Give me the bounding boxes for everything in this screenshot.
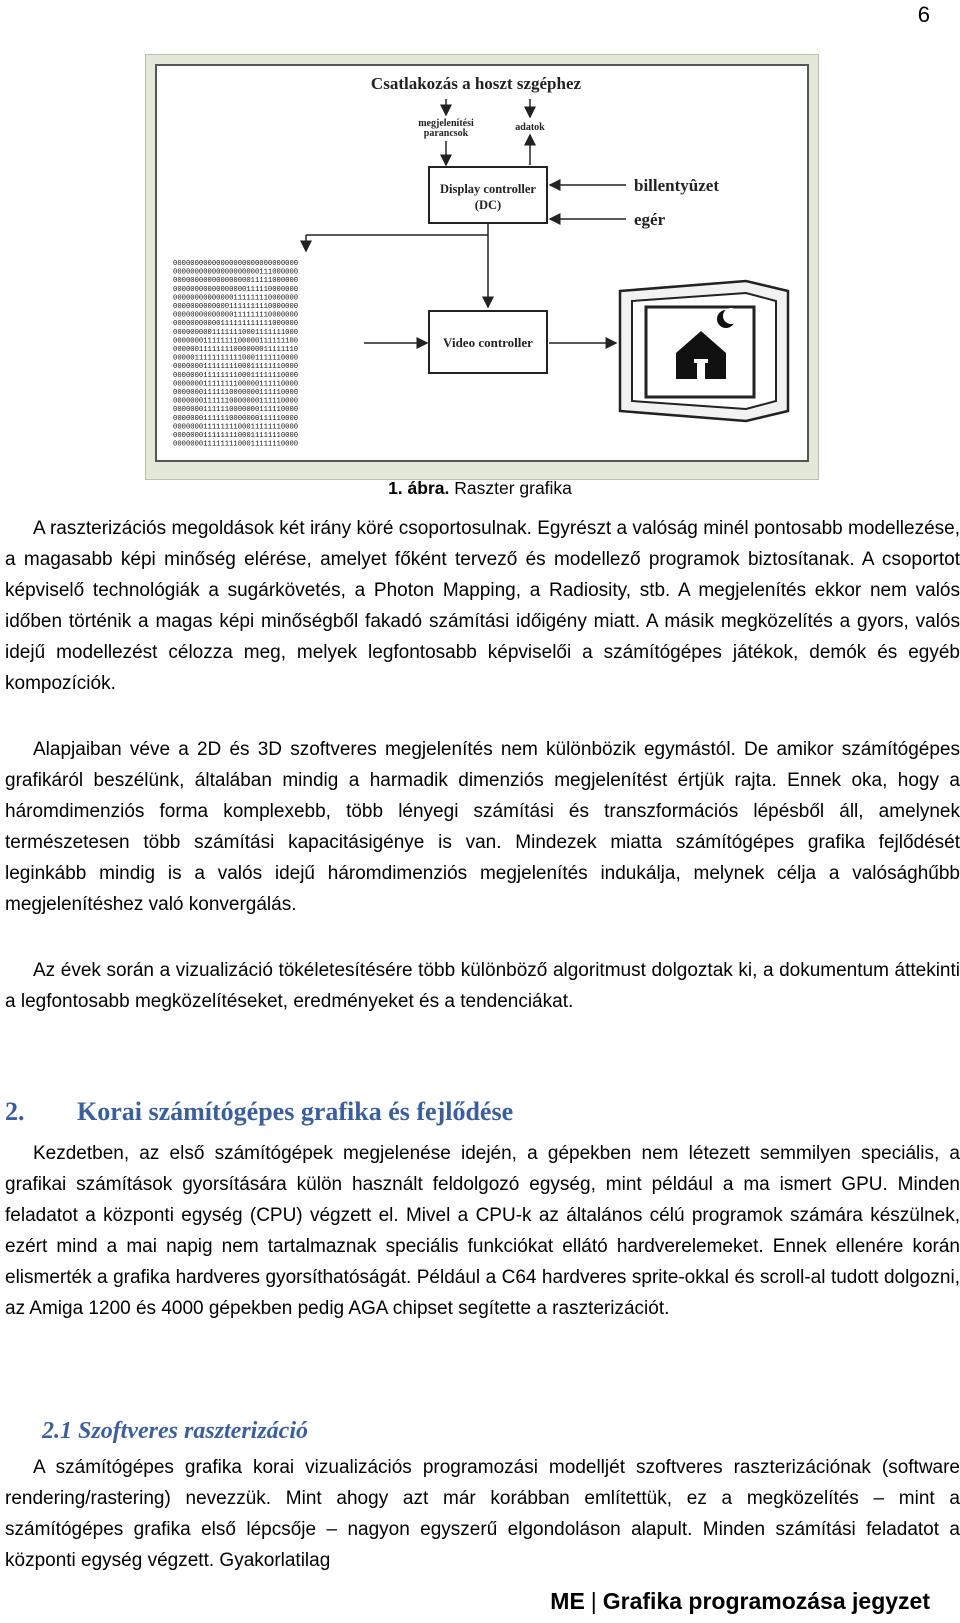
bit-row: 00000001111110000000111110000 — [173, 397, 299, 406]
subsection-heading: 2.1 Szoftveres raszterizáció — [42, 1418, 308, 1444]
caption-text: Raszter grafika — [454, 478, 572, 498]
bit-row: 00000001111111100011111110000 — [173, 363, 299, 372]
bit-row: 00000001111110000000111110000 — [173, 389, 299, 397]
page-number: 6 — [917, 2, 930, 27]
bit-row: 00000111111111110001111110000 — [173, 354, 299, 363]
page-footer — [550, 1588, 930, 1615]
section-number: 2. — [5, 1097, 25, 1126]
bit-row: 00000001111110000000111110000 — [173, 414, 299, 423]
display-commands-label-2: parancsok — [423, 128, 469, 139]
bit-row: 00000000000000000000111000000 — [173, 268, 299, 277]
frame-buffer-bits — [173, 260, 298, 449]
display-controller-sub: (DC) — [474, 198, 502, 212]
section-heading — [5, 1097, 513, 1127]
bit-row: 00000000000000111111110000000 — [173, 294, 299, 303]
bit-row: 00000000000111111111111000000 — [173, 320, 299, 329]
bit-row: 00000001111111100000111111100 — [173, 337, 299, 346]
bit-row: 00000011111111000000011111110 — [173, 346, 299, 354]
bit-row: 00000001111111100011111110000 — [173, 440, 299, 449]
paragraph-1: A raszterizációs megoldások két irány köré csoportosulnak. Egyrészt a valóság minél pontosabb modellezése, a magasabb képi minőség elérése, amelyet főként tervező és modellező programok biztosítanak. A csoportot képviselő technológiák a sugárkövetés, a Photon Mapping, a Radiosity, stb. A megjelenítés ekkor nem valós időben történik a magas képi minőségből fakadó számítási időigény miatt. A másik megközelítés a gyors, valós idejű modellezést célozza meg, melyek legfontosabb képviselői a számítógépes játékok, demók és egyéb kompozíciók. — [5, 518, 960, 694]
footer-brand: ME — [550, 1588, 585, 1614]
bit-row: 00000000000001111111110000000 — [173, 303, 299, 311]
monitor-icon — [620, 281, 788, 421]
section-title: Korai számítógépes grafika és fejlődése — [77, 1097, 514, 1126]
bit-row: 00000001111111100011111110000 — [173, 423, 299, 432]
video-controller-label: Video controller — [443, 335, 533, 350]
host-connection-label: Csatlakozás a hoszt szgéphez — [370, 74, 582, 93]
keyboard-label: billentyûzet — [634, 176, 719, 195]
footer-separator: | — [590, 1588, 597, 1614]
raster-graphics-figure — [145, 54, 819, 480]
bit-row: 00000000000000111111110000000 — [173, 311, 299, 320]
bit-row: 00000000011111110001111111000 — [173, 328, 299, 337]
paragraph-4: Kezdetben, az első számítógépek megjelenése idején, a gépekben nem létezett semmilyen speciális, a grafikai számítások gyorsítására külön használt feldolgozó egység, mint például a ma ismert GPU. Minden feladatot a központi egység (CPU) végzett el. Mivel a CPU-k az általános célú programok számára készülnek, ezért mind a mai napig nem tartalmaznak speciális funkciókat ellátó hardverelemeket. Ennek ellenére korán elismerték a grafika hardveres gyorsíthatóságát. Például a C64 hardveres sprite-okkal és scroll-al tudott dolgozni, az Amiga 1200 és 4000 gépekben pedig AGA chipset segítette a raszterizációt. — [5, 1143, 960, 1319]
bit-row: 00000001111111100011111110000 — [173, 371, 299, 380]
bit-row: 00000000000000000000000000000 — [173, 260, 299, 268]
footer-title: Grafika programozása jegyzet — [602, 1588, 930, 1614]
bit-row: 00000001111111100011111110000 — [173, 432, 299, 440]
bit-row: 00000000000000000111110000000 — [173, 285, 299, 294]
paragraph-5: A számítógépes grafika korai vizualizációs programozási modelljét szoftveres raszterizációnak (software rendering/rastering) nevezzük. Mint ahogy azt már korábban említettük, ez a megközelítés – mint a számítógépes grafika első lépcsője – nagyon egyszerű elgondoláson alapult. Minden számítási feladatot a központi egység végzett. Gyakorlatilag — [5, 1457, 960, 1571]
bit-row: 00000001111111100000111110000 — [173, 380, 299, 389]
display-commands-label-1: megjelenítési — [418, 118, 474, 129]
raster-diagram — [146, 55, 818, 479]
bit-row: 00000000000000000011111000000 — [173, 277, 299, 286]
data-label: adatok — [515, 122, 545, 133]
bit-row: 00000001111110000000111110000 — [173, 406, 299, 415]
paragraph-3: Az évek során a vizualizáció tökéletesítésére több különböző algoritmust dolgoztak ki, a dokumentum áttekinti a legfontosabb megközelítéseket, eredményeket és a tendenciákat. — [5, 960, 960, 1012]
figure-caption — [0, 478, 960, 499]
caption-label: 1. ábra. — [388, 478, 450, 498]
paragraph-2: Alapjaiban véve a 2D és 3D szoftveres megjelenítés nem különbözik egymástól. De amikor számítógépes grafikáról beszélünk, általában mindig a harmadik dimenziós megjelenítést értjük rajta. Ennek oka, hogy a háromdimenziós forma komplexebb, több lényegi számítási és transzformációs lépésből áll, amelynek természetesen több számítási kapacitásigénye is van. Mindezek miatta számítógépes grafika fejlődését leginkább mindig is a valós idejű háromdimenziós megjelenítés indukálja, melynek célja a valósághűbb megjelenítéshez való konvergálás. — [5, 739, 960, 915]
mouse-label: egér — [634, 210, 666, 229]
display-controller-label: Display controller — [440, 182, 536, 196]
